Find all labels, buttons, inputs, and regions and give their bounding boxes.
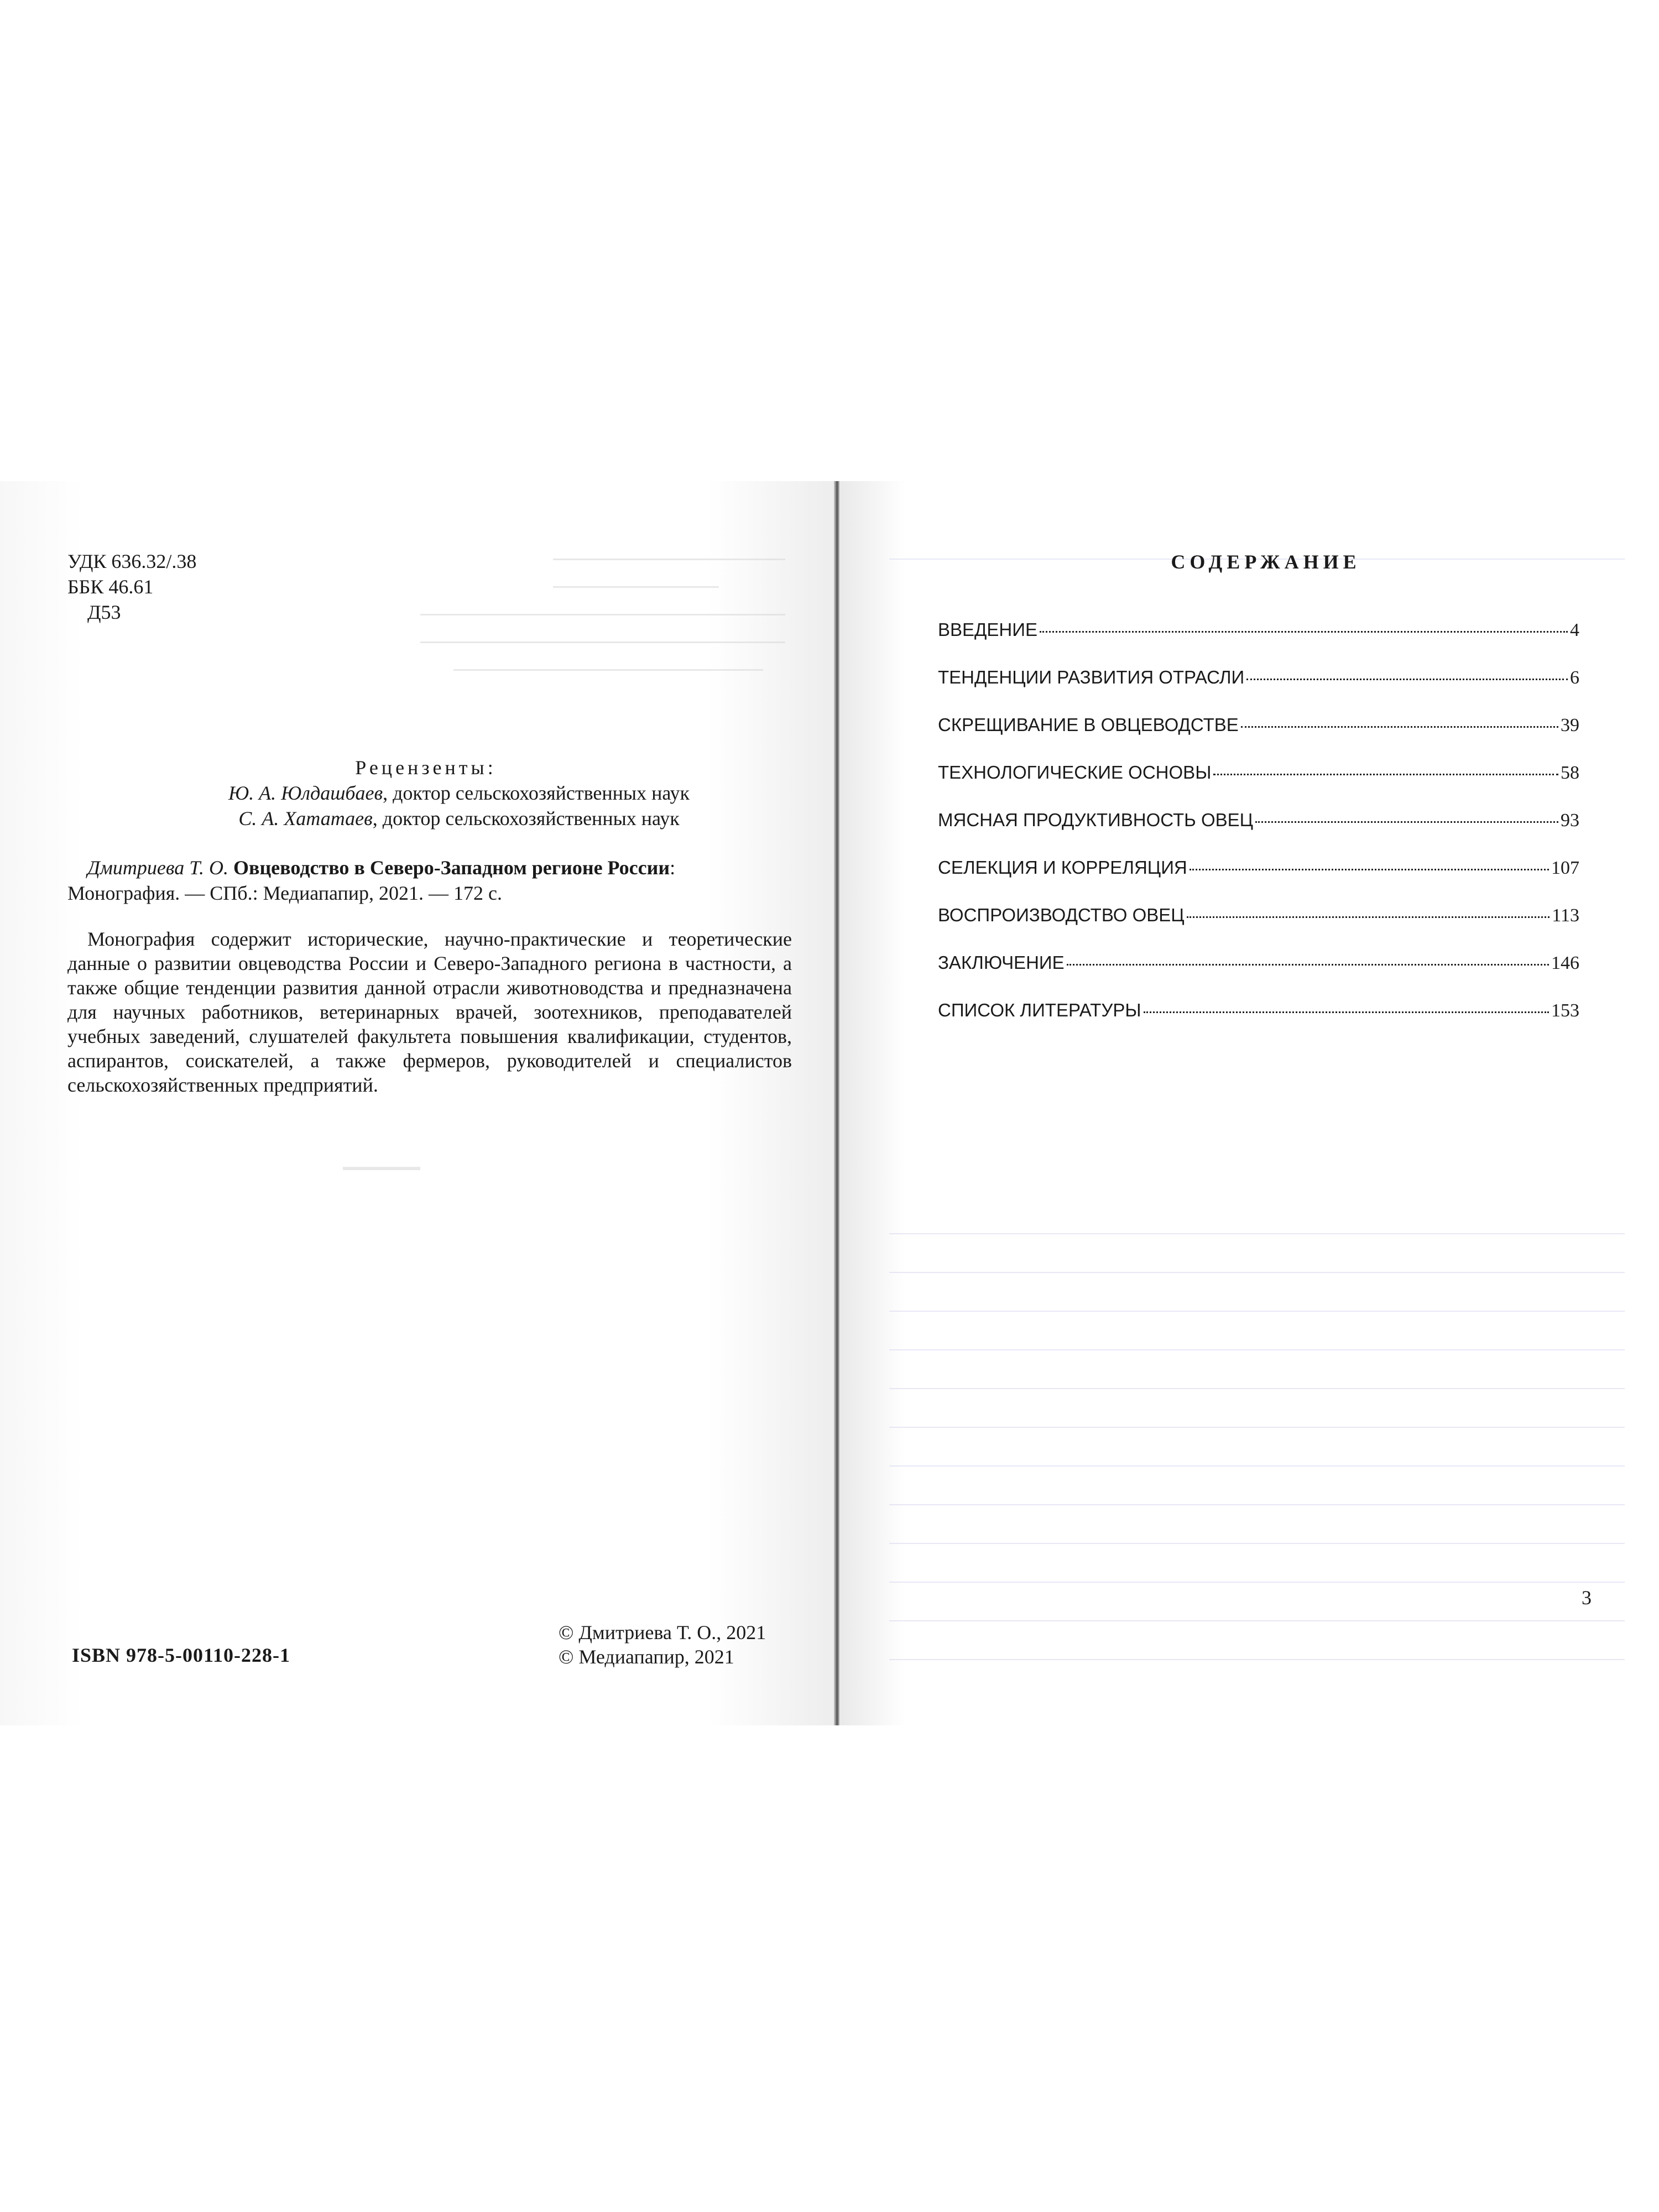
reviewers-title: Рецензенты:	[355, 757, 497, 779]
toc-entry	[938, 905, 1579, 952]
toc-entry	[938, 810, 1579, 857]
toc-leader	[1255, 821, 1558, 823]
toc-page: 107	[1551, 858, 1579, 878]
udk-code: УДК 636.32/.38	[67, 550, 197, 572]
toc-entry	[938, 619, 1579, 667]
toc-page: 93	[1561, 810, 1579, 831]
copyright-block	[559, 1620, 766, 1669]
toc-label: ТЕНДЕНЦИИ РАЗВИТИЯ ОТРАСЛИ	[938, 667, 1245, 687]
toc-page: 4	[1570, 620, 1579, 640]
table-of-contents	[938, 619, 1579, 1047]
reviewer-desc: , доктор сельскохозяйственных наук	[372, 807, 680, 830]
toc-page: 6	[1570, 667, 1579, 688]
reviewer-2	[66, 806, 785, 831]
toc-label: ТЕХНОЛОГИЧЕСКИЕ ОСНОВЫ	[938, 762, 1212, 782]
biblio-author: Дмитриева Т. О.	[87, 857, 228, 879]
toc-entry	[938, 857, 1579, 905]
isbn: ISBN 978-5-00110-228-1	[72, 1644, 291, 1666]
biblio-imprint: Монография. — СПб.: Медиапапир, 2021. — 172 с.	[67, 882, 503, 904]
toc-label: ВВЕДЕНИЕ	[938, 619, 1037, 640]
author-mark: Д53	[87, 601, 121, 623]
toc-leader	[1067, 964, 1549, 966]
reviewer-1	[66, 780, 785, 806]
reviewer-name: С. А. Хататаев	[238, 807, 373, 830]
toc-leader	[1144, 1011, 1549, 1013]
toc-leader	[1040, 631, 1568, 633]
toc-page: 153	[1551, 1000, 1579, 1021]
toc-leader	[1187, 916, 1550, 918]
reviewers-block	[66, 755, 785, 831]
classification-codes	[67, 549, 196, 625]
toc-label: ЗАКЛЮЧЕНИЕ	[938, 952, 1065, 973]
toc-label: СКРЕЩИВАНИЕ В ОВЦЕВОДСТВЕ	[938, 714, 1239, 735]
toc-entry	[938, 1000, 1579, 1047]
toc-page: 113	[1552, 905, 1579, 926]
toc-leader	[1246, 679, 1568, 680]
bbk-code: ББК 46.61	[67, 576, 154, 598]
toc-label: ВОСПРОИЗВОДСТВО ОВЕЦ	[938, 905, 1185, 925]
page-number: 3	[1582, 1587, 1592, 1609]
bibliographic-record: Дмитриева Т. О. Овцеводство в Северо-Западном регионе России: Монография. — СПб.: Медиапапир, 2021. — 172 с.	[67, 855, 792, 906]
toc-entry	[938, 952, 1579, 1000]
reviewer-name: Ю. А. Юлдашбаев	[228, 782, 383, 804]
toc-leader	[1213, 774, 1558, 775]
toc-label: СЕЛЕКЦИЯ И КОРРЕЛЯЦИЯ	[938, 857, 1187, 878]
book-spread	[0, 481, 1659, 1725]
toc-entry	[938, 762, 1579, 810]
toc-leader	[1190, 869, 1549, 870]
abstract-text: Монография содержит исторические, научно-практические и теоретические данные о развитии овцеводства России и Северо-Западного региона в частности, а также общие тенденции развития данной отрасли животноводства и предназначена для научных работников, ветеринарных врачей, зоотехников, преподавателей учебных заведений, слушателей факультета повышения квалификации, студентов, аспирантов, соискателей, а также фермеров, руководителей и специалистов сельскохозяйственных предприятий.	[67, 928, 792, 1096]
biblio-title: Овцеводство в Северо-Западном регионе России	[233, 857, 670, 879]
toc-entry	[938, 714, 1579, 762]
toc-label: МЯСНАЯ ПРОДУКТИВНОСТЬ ОВЕЦ	[938, 810, 1254, 830]
abstract	[67, 927, 792, 1097]
copyright-publisher: © Медиапапир, 2021	[559, 1646, 734, 1668]
toc-title: СОДЕРЖАНИЕ	[1171, 551, 1361, 573]
toc-page: 146	[1551, 953, 1579, 973]
toc-page: 58	[1561, 763, 1579, 783]
left-page	[0, 481, 834, 1725]
book-spine	[834, 481, 839, 1725]
reviewer-desc: , доктор сельскохозяйственных наук	[383, 782, 690, 804]
toc-leader	[1241, 726, 1558, 728]
toc-entry	[938, 667, 1579, 714]
copyright-author: © Дмитриева Т. О., 2021	[559, 1621, 766, 1644]
toc-label: СПИСОК ЛИТЕРАТУРЫ	[938, 1000, 1141, 1020]
toc-page: 39	[1561, 715, 1579, 735]
